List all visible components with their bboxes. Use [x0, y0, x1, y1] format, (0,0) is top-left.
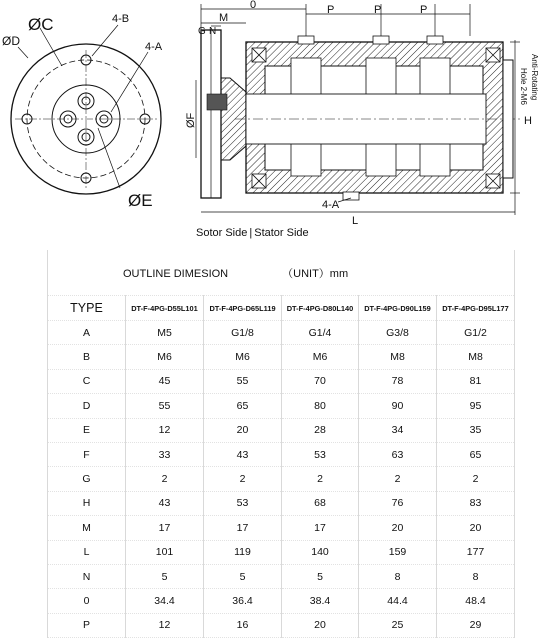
- table-row: [48, 442, 515, 466]
- dim-h-label: H: [524, 115, 532, 127]
- table-cell: M8: [437, 345, 515, 369]
- table-cell: 5: [282, 564, 359, 588]
- front-view: [2, 13, 163, 210]
- table-cell: 53: [282, 442, 359, 466]
- table-cell: 20: [437, 516, 515, 540]
- dia-c-label: ØC: [28, 15, 54, 34]
- table-cell: M8: [359, 345, 437, 369]
- table-cell: 35: [437, 418, 515, 442]
- row-label: N: [48, 564, 126, 588]
- dim-l-label: L: [352, 215, 359, 227]
- dim-p3-label: P: [420, 4, 428, 16]
- table-cell: M6: [126, 345, 204, 369]
- table-header-row: [48, 296, 515, 321]
- table-cell: 20: [359, 516, 437, 540]
- table-cell: M6: [282, 345, 359, 369]
- table-cell: 20: [282, 613, 359, 637]
- table-cell: 2: [126, 467, 204, 491]
- row-label: G: [48, 467, 126, 491]
- table-cell: 2: [437, 467, 515, 491]
- table-cell: 8: [359, 564, 437, 588]
- table-cell: 17: [126, 516, 204, 540]
- table-cell: M5: [126, 321, 204, 345]
- table-cell: 55: [126, 394, 204, 418]
- table-cell: 34: [359, 418, 437, 442]
- table-cell: 65: [204, 394, 282, 418]
- table-cell: 29: [437, 613, 515, 637]
- table-row: [48, 564, 515, 588]
- table-cell: 53: [204, 491, 282, 515]
- table-cell: 36.4: [204, 589, 282, 613]
- row-label: L: [48, 540, 126, 564]
- anti-rotating-label: Anti-Rotating: [530, 54, 539, 101]
- table-cell: 68: [282, 491, 359, 515]
- table-cell: 20: [204, 418, 282, 442]
- type-header: TYPE: [48, 296, 126, 321]
- table-cell: 48.4: [437, 589, 515, 613]
- dim-o-label: 0: [250, 0, 257, 11]
- table-row: [48, 589, 515, 613]
- table-cell: 33: [126, 442, 204, 466]
- table-cell: 78: [359, 369, 437, 393]
- table-cell: 17: [204, 516, 282, 540]
- stator-side-label: Stator Side: [254, 227, 309, 239]
- row-label: B: [48, 345, 126, 369]
- table-unit: （UNIT）mm: [282, 267, 349, 280]
- anti-rotating-hole-label: Hole 2-M6: [519, 68, 528, 105]
- row-label: P: [48, 613, 126, 637]
- table-cell: 2: [204, 467, 282, 491]
- table-cell: G1/2: [437, 321, 515, 345]
- table-row: [48, 394, 515, 418]
- row-label: C: [48, 369, 126, 393]
- model-header: DT-F-4PG-D95L177: [437, 296, 515, 321]
- table-cell: 119: [204, 540, 282, 564]
- table-cell: 5: [204, 564, 282, 588]
- table-cell: 16: [204, 613, 282, 637]
- rotor-side-label: Sotor Side: [196, 227, 248, 239]
- row-label: E: [48, 418, 126, 442]
- model-header: DT-F-4PG-D80L140: [282, 296, 359, 321]
- table-row: [48, 491, 515, 515]
- port-4a-side-label: 4-A: [322, 199, 340, 211]
- model-header: DT-F-4PG-D65L119: [204, 296, 282, 321]
- table-cell: 2: [359, 467, 437, 491]
- table-cell: M6: [204, 345, 282, 369]
- table-title: OUTLINE DIMESION: [123, 267, 229, 280]
- row-label: D: [48, 394, 126, 418]
- table-row: [48, 540, 515, 564]
- side-labels: [196, 227, 309, 239]
- model-header: DT-F-4PG-D55L101: [126, 296, 204, 321]
- table-cell: 34.4: [126, 589, 204, 613]
- table-cell: 159: [359, 540, 437, 564]
- side-separator: |: [249, 227, 253, 239]
- row-label: 0: [48, 589, 126, 613]
- table-cell: 43: [126, 491, 204, 515]
- table-row: [48, 418, 515, 442]
- table-cell: 81: [437, 369, 515, 393]
- row-label: A: [48, 321, 126, 345]
- technical-drawing: [0, 0, 550, 245]
- dim-f-label: ØF: [185, 112, 197, 128]
- table-cell: 28: [282, 418, 359, 442]
- table-title-cell: [48, 250, 515, 296]
- table-row: [48, 613, 515, 637]
- table-cell: 44.4: [359, 589, 437, 613]
- dia-e-label: ØE: [128, 191, 153, 210]
- table-body: [48, 321, 515, 638]
- table-cell: 65: [437, 442, 515, 466]
- table-cell: 5: [126, 564, 204, 588]
- table-cell: 101: [126, 540, 204, 564]
- port-4b-label: 4-B: [112, 13, 130, 25]
- table-cell: 63: [359, 442, 437, 466]
- table-cell: 8: [437, 564, 515, 588]
- table-cell: G3/8: [359, 321, 437, 345]
- table-cell: G1/8: [204, 321, 282, 345]
- dia-d-label: ØD: [2, 34, 20, 48]
- table-cell: 17: [282, 516, 359, 540]
- table-cell: G1/4: [282, 321, 359, 345]
- row-label: M: [48, 516, 126, 540]
- table-row: [48, 516, 515, 540]
- table-cell: 90: [359, 394, 437, 418]
- model-header: DT-F-4PG-D90L159: [359, 296, 437, 321]
- table-cell: 55: [204, 369, 282, 393]
- table-cell: 140: [282, 540, 359, 564]
- outline-dimension-table: [47, 250, 515, 638]
- table-row: [48, 467, 515, 491]
- port-4a-label: 4-A: [145, 41, 163, 53]
- row-label: H: [48, 491, 126, 515]
- dim-n-label: N: [209, 26, 217, 37]
- dim-g-label: G: [198, 26, 206, 37]
- table-cell: 12: [126, 418, 204, 442]
- dim-p2-label: P: [374, 4, 382, 16]
- row-label: F: [48, 442, 126, 466]
- table-row: [48, 321, 515, 345]
- table-cell: 177: [437, 540, 515, 564]
- table-cell: 38.4: [282, 589, 359, 613]
- table-cell: 2: [282, 467, 359, 491]
- table-cell: 25: [359, 613, 437, 637]
- table-cell: 45: [126, 369, 204, 393]
- table-title-row: [48, 250, 515, 296]
- dim-m-label: M: [219, 12, 229, 24]
- table-cell: 43: [204, 442, 282, 466]
- dim-p1-label: P: [327, 4, 335, 16]
- table-cell: 12: [126, 613, 204, 637]
- table-cell: 80: [282, 394, 359, 418]
- table-row: [48, 369, 515, 393]
- table-cell: 76: [359, 491, 437, 515]
- table-cell: 70: [282, 369, 359, 393]
- table-row: [48, 345, 515, 369]
- table-cell: 95: [437, 394, 515, 418]
- table-cell: 83: [437, 491, 515, 515]
- side-view: [185, 0, 539, 227]
